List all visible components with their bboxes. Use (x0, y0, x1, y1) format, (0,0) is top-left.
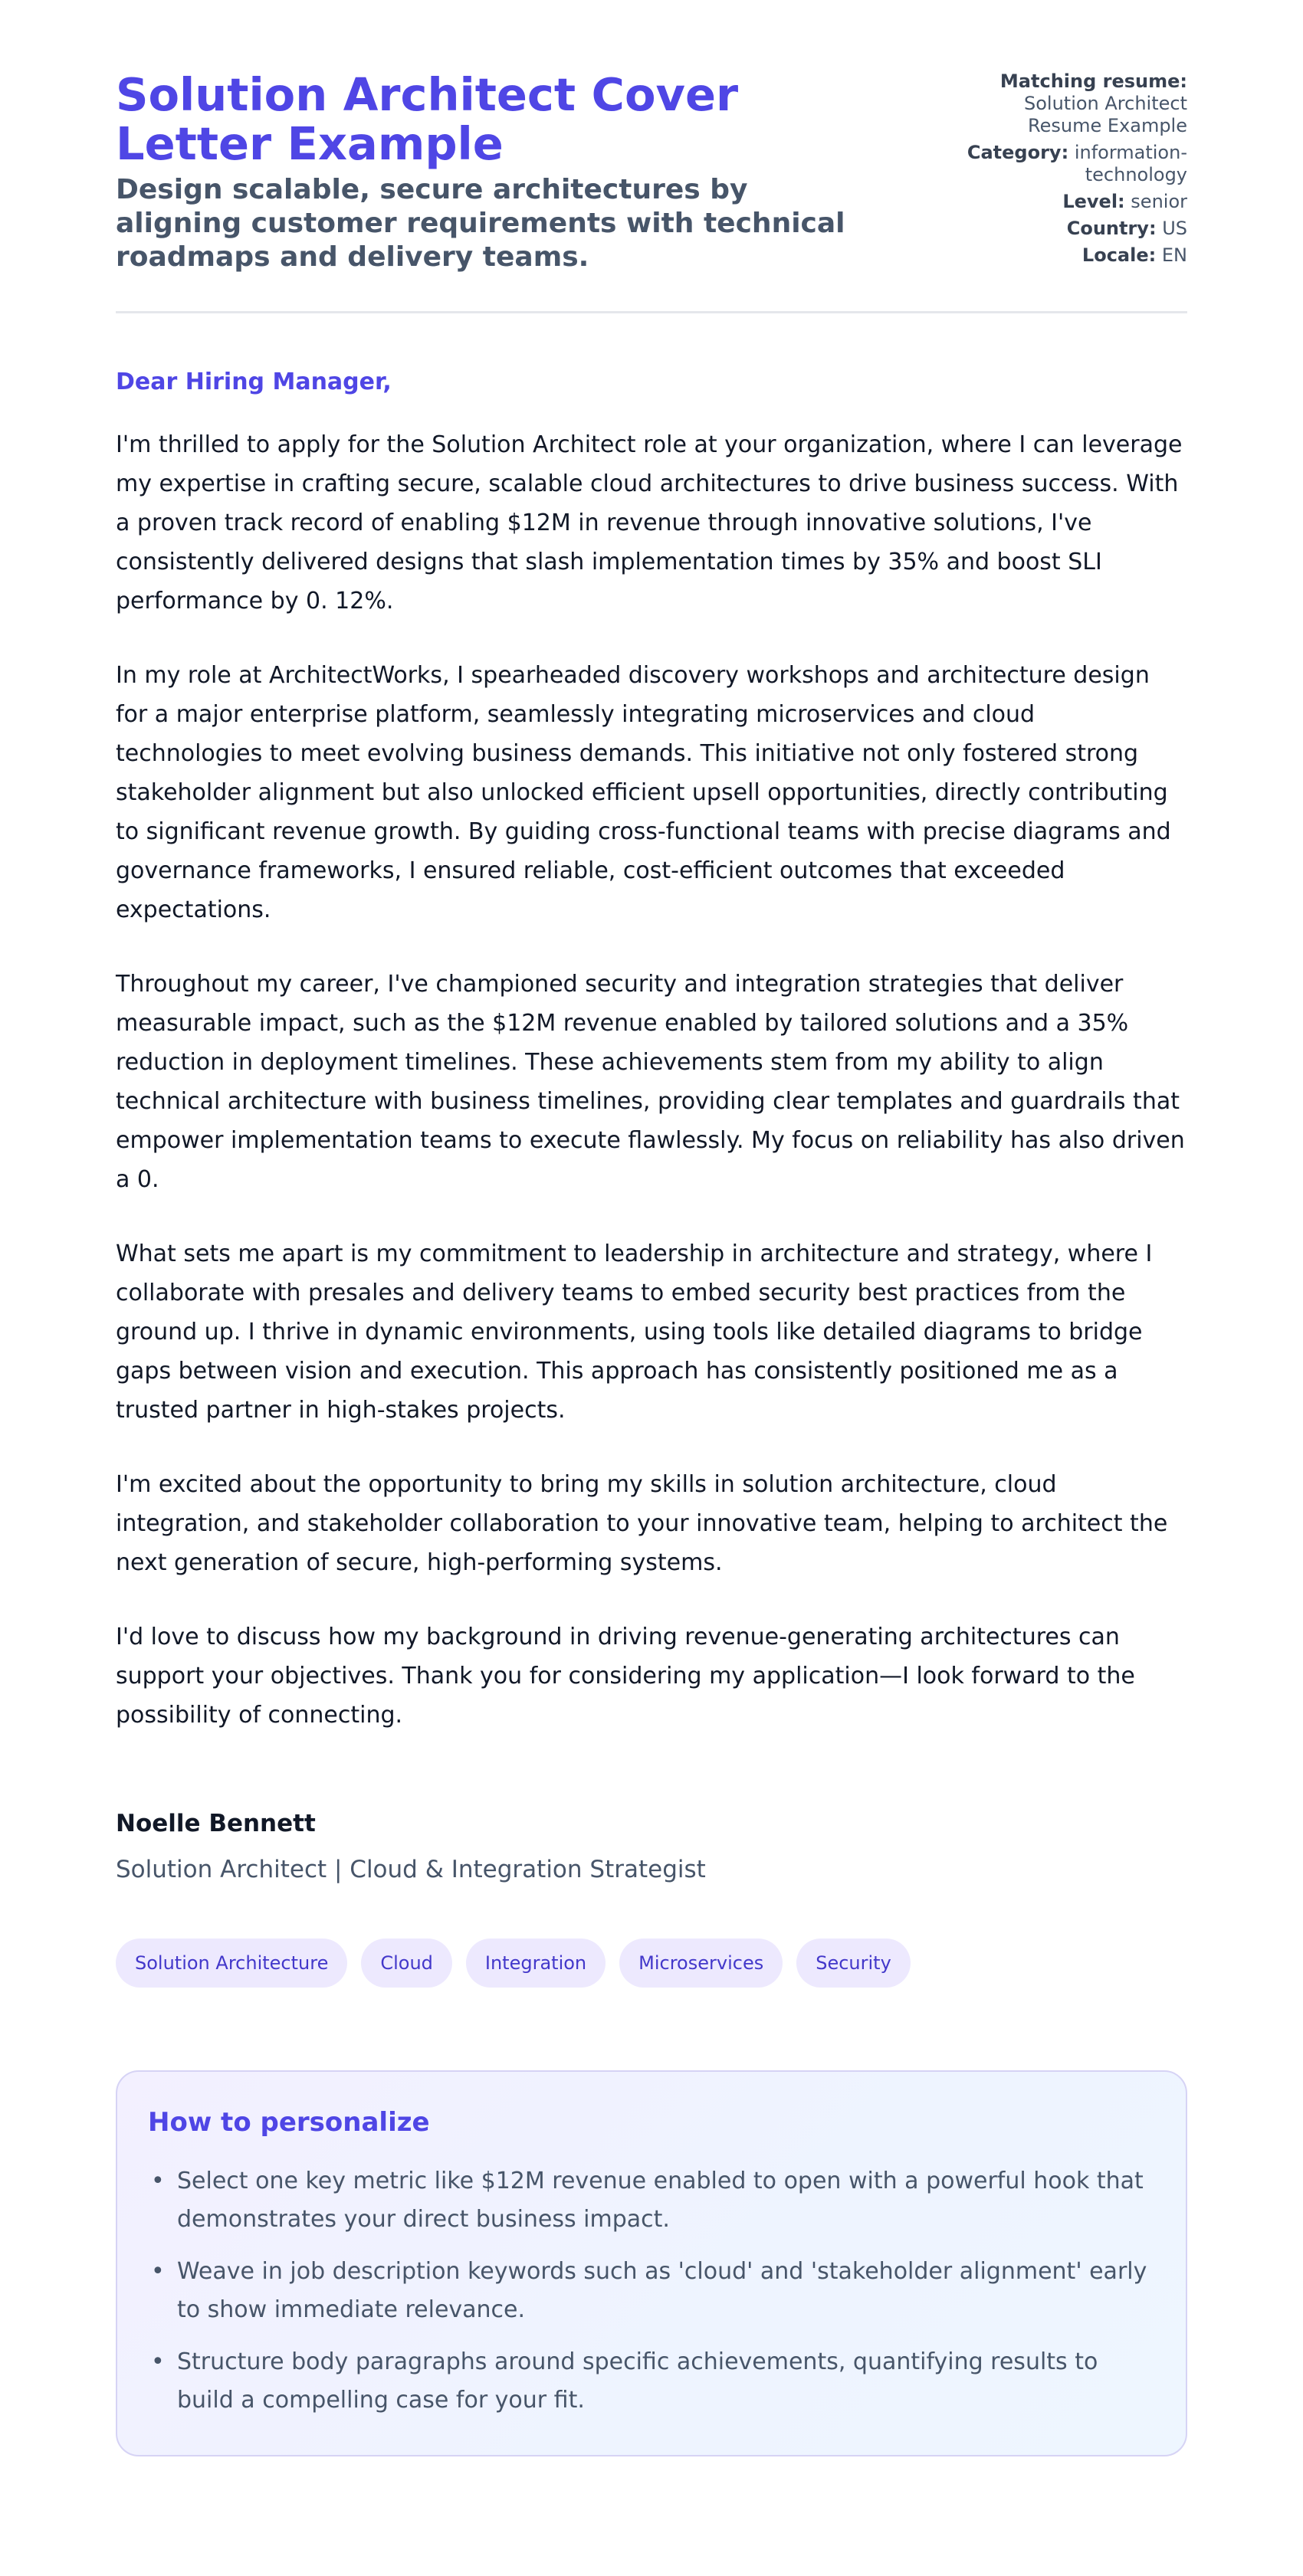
meta-label: Locale: (1081, 244, 1157, 266)
letter-paragraph: What sets me apart is my commitment to leadership in architecture and strategy, where I collaborate with presales and delivery teams to embed security best practices from the ground up. I thrive in dynamic environments, using tools like detailed diagrams to bridge gaps between vision and execution. This approach has consistently positioned me as a trusted partner in high-stakes projects. (116, 1240, 1153, 1424)
bullet-icon: • (151, 2348, 165, 2375)
header-title-block (116, 70, 882, 274)
meta-level (957, 191, 1187, 213)
tips-title: How to personalize (148, 2107, 430, 2138)
tips-item-text: Select one key metric like $12M revenue enabled to open with a powerful hook that demonstrates your direct business impact. (177, 2168, 1144, 2233)
letter-body (116, 367, 1187, 1735)
tag-chip[interactable]: Security (796, 1939, 911, 1988)
meta-label: Country: (1066, 218, 1157, 239)
letter-paragraph: I'm thrilled to apply for the Solution Architect role at your organization, where I can leverage my expertise in crafting secure, scalable cloud architectures to drive business success. With a proven track record of enabling $12M in revenue through innovative solutions, I've consistently delivered designs that slash implementation times by 35% and boost SLI performance by 0. 12%. (116, 431, 1183, 615)
signature-name: Noelle Bennett (116, 1810, 316, 1837)
tips-item (148, 2162, 1155, 2239)
tag-chip[interactable]: Microservices (619, 1939, 783, 1988)
tag-chip[interactable]: Cloud (361, 1939, 452, 1988)
meta-value: US (1162, 218, 1187, 239)
bullet-icon: • (151, 2168, 165, 2194)
tips-item (148, 2253, 1155, 2329)
page-subtitle: Design scalable, secure architectures by aligning customer requirements with technical roadmaps and delivery teams. (116, 174, 845, 273)
meta-category (957, 142, 1187, 186)
tag-list (116, 1939, 1187, 1988)
meta-locale (957, 244, 1187, 267)
meta-label: Matching resume: (999, 70, 1187, 92)
meta-label: Category: (967, 142, 1069, 163)
letter-paragraph: I'd love to discuss how my background in driving revenue-generating architectures can support your objectives. Thank you for considering my application—I look forward to the possibility of connecting. (116, 1624, 1135, 1729)
meta-value: EN (1161, 244, 1187, 266)
personalize-tips-panel (116, 2070, 1187, 2456)
signature-block (116, 1808, 1187, 1885)
page-title: Solution Architect Cover Letter Example (116, 68, 739, 170)
tips-item (148, 2343, 1155, 2420)
letter-paragraph: In my role at ArchitectWorks, I spearheaded discovery workshops and architecture design for a major enterprise platform, seamlessly integrating microservices and cloud technologies to meet evolving business demands. This initiative not only fostered strong stakeholder alignment but also unlocked efficient upsell opportunities, directly contributing to significant revenue growth. By guiding cross-functional teams with precise diagrams and governance frameworks, I ensured reliable, cost-efficient outcomes that exceeded expectations. (116, 662, 1171, 923)
document (116, 0, 1187, 2456)
tips-list (148, 2162, 1155, 2420)
bullet-icon: • (151, 2258, 165, 2285)
meta-label: Level: (1062, 191, 1125, 212)
meta-panel (957, 70, 1187, 271)
tips-item-text: Structure body paragraphs around specific achievements, quantifying results to build a compelling case for your fit. (177, 2348, 1098, 2414)
meta-country (957, 218, 1187, 240)
meta-value: senior (1131, 191, 1187, 212)
tag-chip[interactable]: Solution Architecture (116, 1939, 347, 1988)
document-header (116, 70, 1187, 313)
tips-item-text: Weave in job description keywords such as 'cloud' and 'stakeholder alignment' early to show immediate relevance. (177, 2258, 1147, 2323)
meta-value: information-technology (1074, 142, 1187, 185)
letter-greeting: Dear Hiring Manager, (116, 369, 392, 395)
letter-paragraph: Throughout my career, I've championed security and integration strategies that deliver measurable impact, such as the $12M revenue enabled by tailored solutions and a 35% reduction in deployment timelines. These achievements stem from my ability to align technical architecture with business timelines, providing clear templates and guardrails that empower implementation teams to execute flawlessly. My focus on reliability has also driven a 0. (116, 971, 1185, 1193)
tag-chip[interactable]: Integration (466, 1939, 606, 1988)
letter-paragraph: I'm excited about the opportunity to bring my skills in solution architecture, cloud integration, and stakeholder collaboration to your innovative team, helping to architect the next generation of secure, high-performing systems. (116, 1471, 1168, 1576)
signature-role: Solution Architect | Cloud & Integration Strategist (116, 1856, 706, 1883)
meta-matching-resume (957, 70, 1187, 137)
meta-value: Solution Architect Resume Example (1023, 93, 1187, 136)
